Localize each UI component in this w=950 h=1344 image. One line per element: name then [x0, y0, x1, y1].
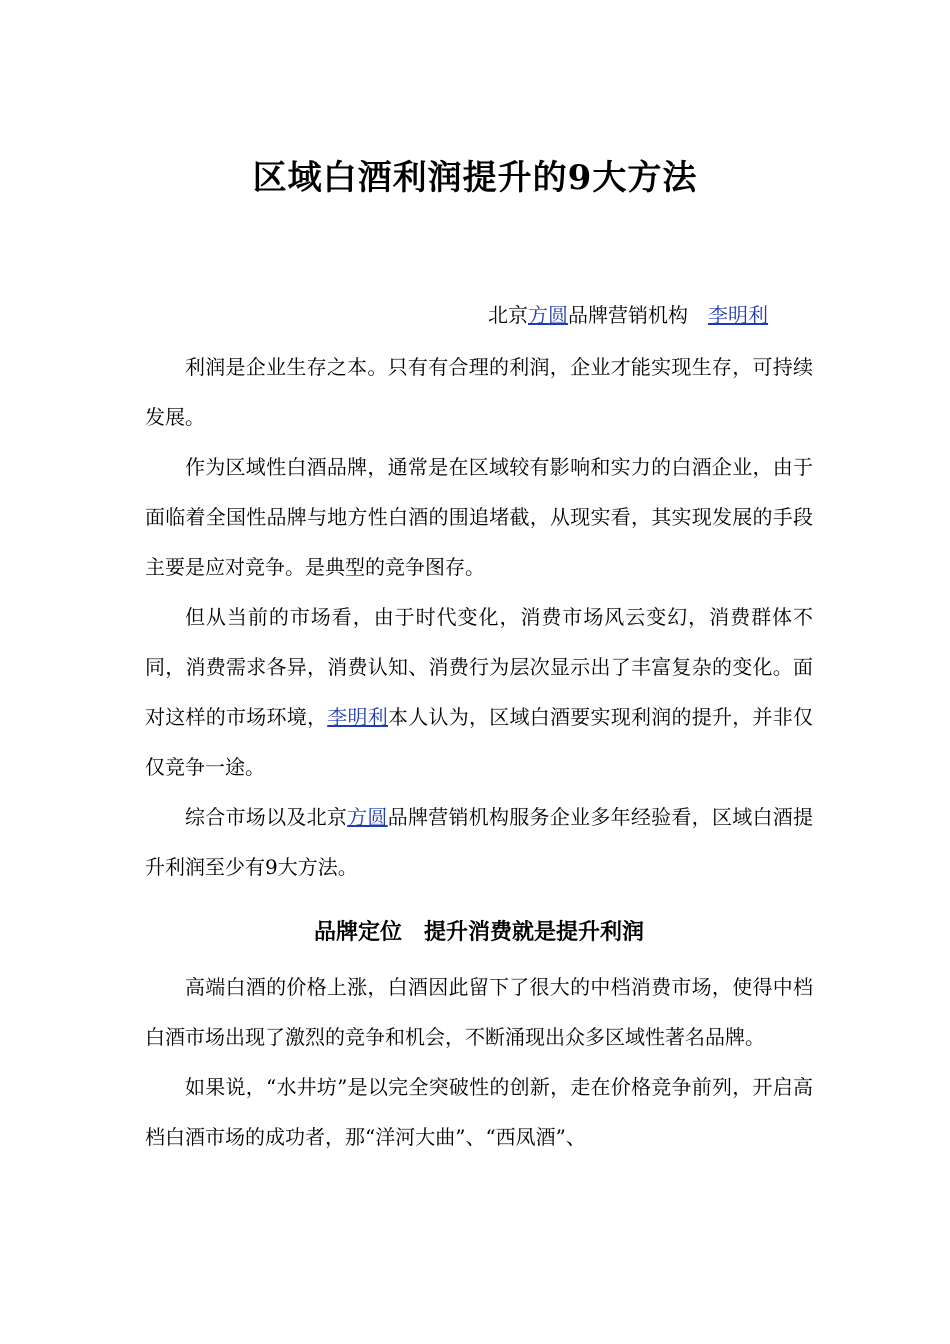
byline: [488, 300, 768, 330]
paragraph: 利润是企业生存之本。只有有合理的利润，企业才能实现生存，可持续发展。: [145, 355, 813, 429]
paragraph-text: 综合市场以及北京: [185, 805, 348, 829]
paragraph: 如果说，“水井坊”是以完全突破性的创新，走在价格竞争前列，开启高档白酒市场的成功者，那“洋河大曲”、“西凤酒”、: [145, 1075, 813, 1149]
org-link[interactable]: 方圆: [528, 303, 568, 327]
byline-org-rest: 品牌营销机构: [568, 303, 688, 327]
paragraph: 高端白酒的价格上涨，白酒因此留下了很大的中档消费市场，使得中档白酒市场出现了激烈的竞争和机会，不断涌现出众多区域性著名品牌。: [145, 975, 813, 1049]
document-body: [145, 342, 813, 1162]
paragraph-text: 本人认为，区域白酒要实现利润的提升，并非仅仅竞争一途。: [145, 705, 813, 779]
document-title: 区域白酒利润提升的9大方法: [252, 158, 698, 198]
paragraph: [145, 792, 813, 892]
author-inline-link[interactable]: 李明利: [327, 705, 388, 729]
paragraph: [145, 592, 813, 792]
paragraph-text: 品牌营销机构服务企业多年经验看，区域白酒提升利润至少有9大方法。: [145, 805, 814, 879]
paragraph-text: 但从当前的市场看，由于时代变化，消费市场风云变幻，消费群体不同，消费需求各异，消费认知、消费行为层次显示出了丰富复杂的变化。面对这样的市场环境，: [145, 605, 813, 729]
byline-prefix: 北京: [488, 303, 528, 327]
paragraph: 作为区域性白酒品牌，通常是在区域较有影响和实力的白酒企业，由于面临着全国性品牌与地方性白酒的围追堵截，从现实看，其实现发展的手段主要是应对竞争。是典型的竞争图存。: [145, 455, 813, 579]
section-heading: 品牌定位 提升消费就是提升利润: [313, 919, 644, 945]
author-link[interactable]: 李明利: [708, 303, 768, 327]
org-inline-link[interactable]: 方圆: [347, 805, 388, 829]
